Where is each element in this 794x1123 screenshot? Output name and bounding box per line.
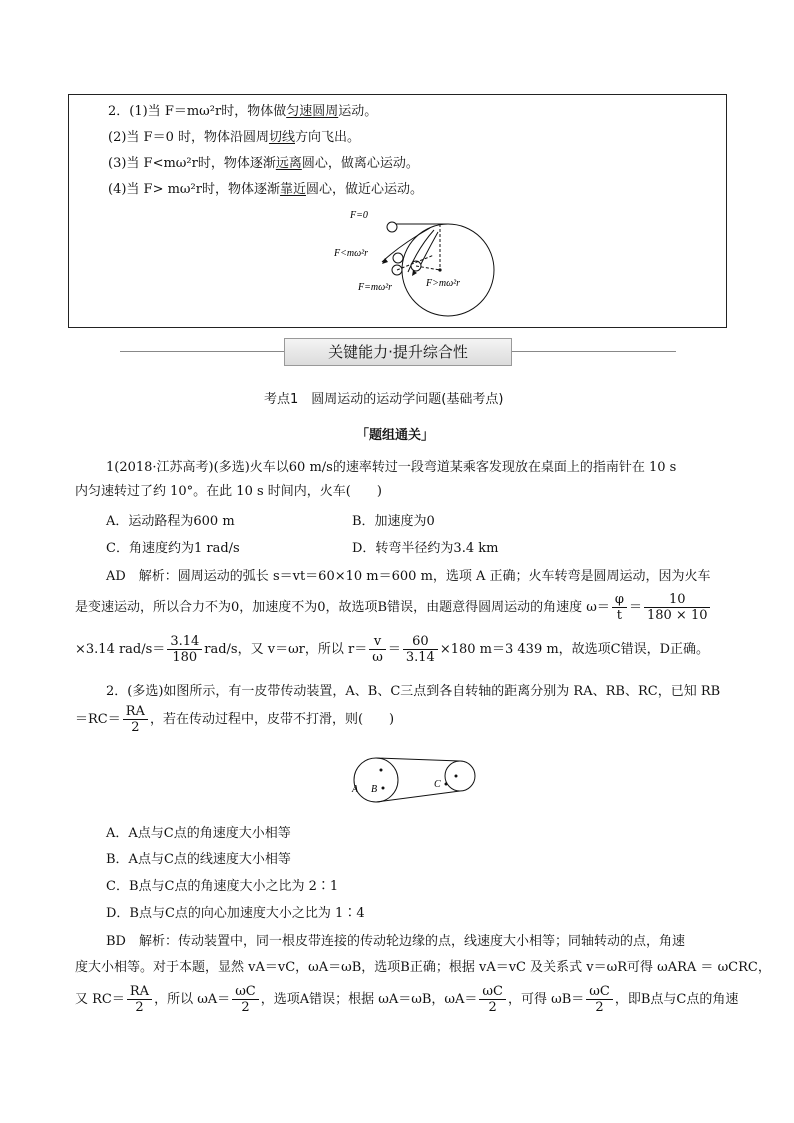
q1-option-c: C．角速度约为1 rad/s [106,541,240,556]
q2-stem-line1: 2．(多选)如图所示，有一皮带传动装置，A、B、C三点到各自转轴的距离分别为 RA、RB、RC，已知 RB [106,684,721,699]
box-line-2: (2)当 F＝0 时，物体沿圆周切线方向飞出。 [108,130,361,145]
label-b: B [371,784,378,795]
point-b [382,787,385,790]
ball-tangent [387,222,397,232]
q2-answer-line2: 度大小相等。对于本题，显然 vA＝vC，ωA＝ωB，选项B正确；根据 vA＝vC 及关系式 v＝ωR可得 ωARA ＝ ωCRC， [75,960,771,975]
subsection-title: 「题组通关」 [356,428,435,443]
point-c [445,783,448,786]
box-line-4: (4)当 F> mω²r时，物体逐渐靠近圆心，做近心运动。 [108,182,423,197]
q1-stem-line2: 内匀速转过了约 10°。在此 10 s 时间内，火车( ) [75,484,382,499]
section-banner: 关键能力·提升综合性 [284,338,512,366]
q1-option-b: B．加速度为0 [352,514,435,529]
q2-answer-line1: BD 解析：传动装置中，同一根皮带连接的传动轮边缘的点，线速度大小相等；同轴转动的点，角速 [106,934,685,949]
belt-top [376,758,460,761]
q2-option-d: D．B点与C点的向心加速度大小之比为 1∶4 [106,906,365,921]
ball-outward [393,253,403,263]
centrifugal-figure [330,200,500,320]
pulley-large [354,758,398,802]
box-line-3: (3)当 F<mω²r时，物体逐渐远离圆心，做离心运动。 [108,156,419,171]
q1-stem-line1: 1(2018·江苏高考)(多选)火车以60 m/s的速率转过一段弯道某乘客发现放在桌面上的指南针在 10 s [106,460,677,475]
label-a: A [352,784,359,795]
banner-line-right [510,351,676,352]
axle-small [455,775,458,778]
q2-option-b: B．A点与C点的线速度大小相等 [106,852,291,867]
label-f0: F=0 [350,210,368,221]
axle-large [380,769,383,772]
q2-option-c: C．B点与C点的角速度大小之比为 2∶1 [106,879,339,894]
banner-line-left [120,351,284,352]
inward-curve [420,232,438,266]
q1-answer-line1: AD 解析：圆周运动的弧长 s＝vt＝60×10 m＝600 m，选项 A 正确；火车转弯是圆周运动，因为火车 [106,569,711,584]
q1-answer-line3: ×3.14 rad/s＝ $\frac{3.14}{180}$ rad/s，又 v＝ωr，所以 r＝ $\frac{v}{\omega}$ ＝ $\frac{60}{3.14}$ ×180 m＝3 439 m，故选项C错误，D正确。 [75,634,710,665]
q1-option-a: A．运动路程为600 m [106,514,235,529]
belt-bottom [376,791,460,802]
q2-option-a: A．A点与C点的角速度大小相等 [106,826,291,841]
q2-stem-line2: ＝RC＝ $\frac{RA}{2}$ ，若在传动过程中，皮带不打滑，则( ) [75,704,395,735]
q1-answer-line2: 是变速运动，所以合力不为0，加速度不为0，故选项B错误，由题意得圆周运动的角速度 ω＝ $\frac{\varphi}{t}$ ＝ $\frac{10}{180 \times 10}$ [75,592,712,623]
label-c: C [434,779,441,790]
label-feq: F=mω²r [358,282,393,293]
label-fgt: F>mω²r [426,278,461,289]
pulley-small [445,761,475,791]
box-line-1: 2．(1)当 F＝mω²r时，物体做匀速圆周运动。 [108,104,378,119]
label-flt: F<mω²r [334,248,369,259]
belt-pulley-figure [346,756,480,806]
section-title: 考点1 圆周运动的运动学问题(基础考点) [264,392,504,407]
q2-answer-line3: 又 RC＝ $\frac{RA}{2}$ ，所以 ωA＝ $\frac{\omega C}{2}$ ，选项A错误；根据 ωA＝ωB，ωA＝ $\frac{\omega C}{2}$ ，可得 ωB＝ $\frac{\omega C}{2}$ ，即B点与C点的角速 [75,984,739,1015]
q1-option-d: D．转弯半径约为3.4 km [352,541,499,556]
